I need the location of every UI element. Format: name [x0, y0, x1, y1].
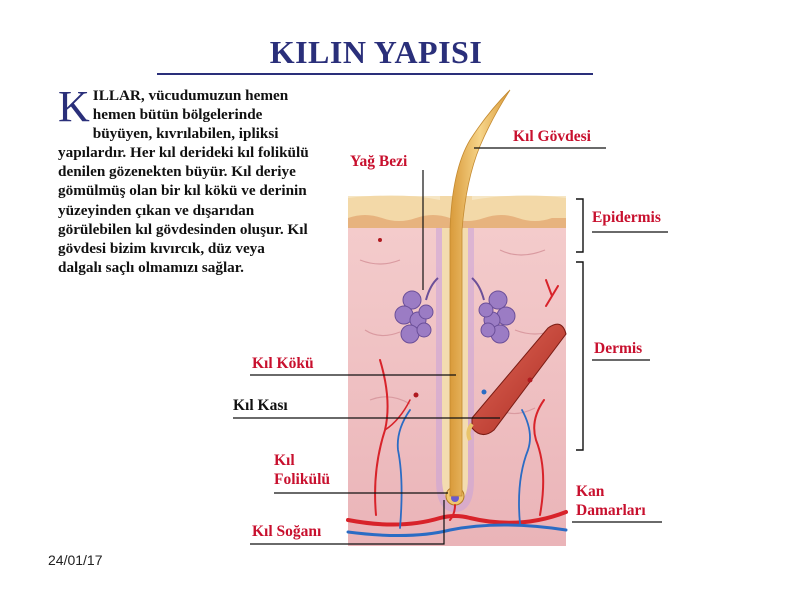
label-yag-bezi: Yağ Bezi	[350, 153, 408, 170]
label-dermis: Dermis	[594, 340, 643, 357]
label-kil-folikulu-line2: Folikülü	[274, 471, 330, 488]
page-title: KILIN YAPISI	[269, 34, 483, 70]
vessel-dot	[378, 238, 382, 242]
label-epidermis: Epidermis	[592, 209, 661, 226]
vessel-dot	[528, 378, 533, 383]
slide-date: 24/01/17	[48, 552, 103, 568]
vessel-dot-blue	[482, 390, 487, 395]
label-kan-damarlari-line2: Damarları	[576, 502, 646, 519]
label-kil-sogani: Kıl Soğanı	[252, 523, 322, 540]
label-kil-kasi: Kıl Kası	[233, 397, 288, 414]
dermis-bracket	[576, 262, 583, 450]
vessel-dot	[414, 393, 419, 398]
label-kil-folikulu-line1: Kıl	[274, 452, 295, 469]
intro-text: , vücudumuzun hemen hemen bütün bölgelerinde büyüyen, kıvrılabilen, ipliksi yapılardır. Her kıl derideki kıl folikülü denilen gözenekten büyür. Kıl deriye gömülmüş olan bir kıl kökü ve derinin yüzeyinden çıkan ve dışarıdan görülebilen kıl gövdesinden oluşur. Kıl gövdesi bizim kıvırcık, düz veya dalgalı saçlı olmamızı sağlar.	[58, 87, 309, 276]
label-kil-govdesi: Kıl Gövdesi	[513, 128, 591, 145]
intro-lead-word: ILLAR	[92, 87, 141, 104]
epidermis-bracket	[576, 199, 583, 252]
label-kan-damarlari-line1: Kan	[576, 483, 605, 500]
drop-cap: K	[58, 82, 90, 131]
label-kil-koku: Kıl Kökü	[252, 355, 314, 372]
